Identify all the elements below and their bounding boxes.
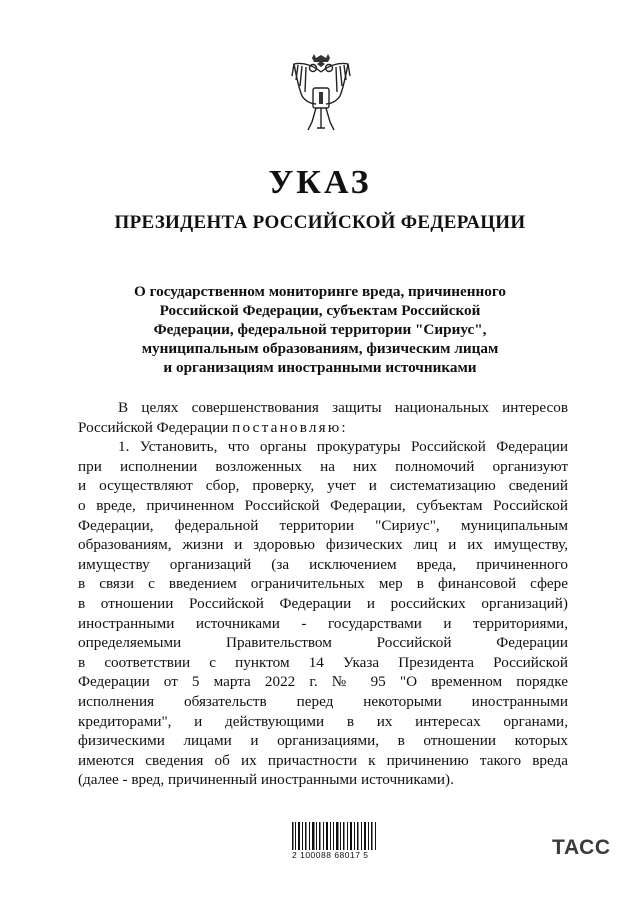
- state-emblem-icon: [286, 52, 356, 138]
- subject-line: Федерации, федеральной территории "Сириус",: [153, 321, 487, 338]
- item-line: кредиторами", и действующими в их интересах органами,: [78, 712, 568, 730]
- barcode-icon: [292, 818, 380, 870]
- item-line: в отношении Российской Федерации и российских организаций): [78, 594, 568, 612]
- item-line: иностранными источниками - государствами и территориями,: [78, 614, 568, 632]
- resolution-word: постановляю:: [232, 418, 348, 436]
- barcode-number: 2 100088 68017 5: [292, 850, 369, 860]
- item-line: Федерации от 5 марта 2022 г. № 95 "О временном порядке: [78, 673, 568, 691]
- item-line: в связи с введением ограничительных мер в финансовой сфере: [78, 575, 568, 593]
- item-line: в соответствии с пунктом 14 Указа Президента Российской: [78, 653, 568, 671]
- decree-body: [78, 398, 568, 790]
- item-line: имеются сведения об их причастности к причинению такого вреда: [78, 751, 568, 769]
- item-line: 1. Установить, что органы прокуратуры Российской Федерации: [118, 438, 568, 456]
- preamble-line: [78, 418, 568, 438]
- preamble-prefix: Российской Федерации: [78, 418, 229, 436]
- decree-subject: [80, 282, 560, 377]
- item-line: при исполнении возложенных на них полномочий организуют: [78, 457, 568, 475]
- decree-title: УКАЗ: [268, 164, 372, 201]
- item-line: физическими лицами и организациями, в отношении которых: [78, 732, 568, 750]
- item-line: (далее - вред, причиненный иностранными источниками).: [78, 771, 454, 789]
- decree-subtitle: ПРЕЗИДЕНТА РОССИЙСКОЙ ФЕДЕРАЦИИ: [114, 212, 526, 233]
- subject-line: и организациям иностранными источниками: [163, 359, 477, 376]
- item-line: образованиям, жизни и здоровью физических лиц и их имуществу,: [78, 536, 568, 554]
- item-line: определяемыми Правительством Российской Федерации: [78, 634, 568, 652]
- item-line: имуществу организаций (за исключением вреда, причиненного: [78, 555, 568, 573]
- tass-watermark: ТАСС: [552, 836, 611, 859]
- subject-line: О государственном мониторинге вреда, причиненного: [133, 283, 506, 300]
- item-line: исполнения обязательств перед некоторыми иностранными: [78, 692, 568, 710]
- item-line: и осуществляют сбор, проверку, учет и систематизацию сведений: [78, 477, 568, 495]
- item-line: о вреде, причиненном Российской Федерации, субъектам Российской: [78, 496, 568, 514]
- subject-line: Российской Федерации, субъектам Российской: [159, 302, 481, 319]
- item-line: Федерации, федеральной территории "Сириус", муниципальным: [78, 516, 568, 534]
- preamble-line: В целях совершенствования защиты национальных интересов: [118, 399, 568, 416]
- subject-line: муниципальным образованиям, физическим лицам: [141, 340, 499, 357]
